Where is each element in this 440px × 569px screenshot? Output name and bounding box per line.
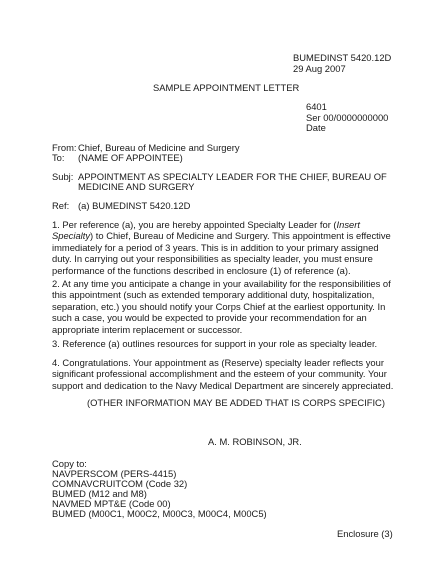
paragraph-1-pre: 1. Per reference (a), you are hereby appointed Specialty Leader for ( [52, 219, 337, 230]
from-value: Chief, Bureau of Medicine and Surgery [78, 142, 240, 153]
reference-label: Ref: [52, 200, 70, 211]
paragraph-3: 3. Reference (a) outlines resources for support in your role as specialty leader. [52, 338, 378, 349]
paragraph-2: 2. At any time you anticipate a change in your availability for the responsibilities of this appointment (such as extended temporary additional duty, hospitalization, separation, etc.) you should notify your Corps Chief at the earliest opportunity. In such a case, you would be expected to provide your recommendation for an appropriate interim replacement or successor. [52, 278, 391, 335]
other-information-note: (OTHER INFORMATION MAY BE ADDED THAT IS CORPS SPECIFIC) [87, 397, 385, 408]
subject-line-2: MEDICINE AND SURGERY [78, 181, 195, 192]
copy-to-label: Copy to: [52, 458, 87, 469]
copy-to-item: BUMED (M12 and M8) [52, 488, 147, 499]
copy-to-item: BUMED (M00C1, M00C2, M00C3, M00C4, M00C5) [52, 508, 267, 519]
reference-value: (a) BUMEDINST 5420.12D [78, 200, 191, 211]
paragraph-1-post: ) to Chief, Bureau of Medicine and Surgery. This appointment is effective immediately for a period of 3 years. This is in addition to your primary assigned duty. In carrying out your responsibilities as specialty leader, you must ensure performance of the functions described in enclosure (1) of reference (a). [52, 230, 391, 276]
paragraph-4: 4. Congratulations. Your appointment as (Reserve) specialty leader reflects your significant professional accomplishment and the esteem of your community. Your support and dedication to the Navy Medical Department are sincerely appreciated. [52, 357, 394, 391]
copy-to-item: COMNAVCRUITCOM (Code 32) [52, 478, 188, 489]
enclosure-label: Enclosure (3) [337, 528, 393, 539]
from-label: From: [52, 142, 77, 153]
copy-to-item: NAVMED MPT&E (Code 00) [52, 498, 171, 509]
letter-title: SAMPLE APPOINTMENT LETTER [153, 82, 300, 93]
instruction-number: BUMEDINST 5420.12D [293, 52, 392, 63]
insert-specialty-placeholder: Insert Specialty [52, 219, 360, 242]
paragraph-1 [52, 219, 397, 276]
subject-line-1: APPOINTMENT AS SPECIALTY LEADER FOR THE CHIEF, BUREAU OF [78, 171, 387, 182]
subject-label: Subj: [52, 171, 74, 182]
copy-to-item: NAVPERSCOM (PERS-4415) [52, 468, 177, 479]
signature-block: A. M. ROBINSON, JR. [208, 436, 302, 447]
serial-number: Ser 00/0000000000 [306, 112, 389, 123]
file-date: Date [306, 122, 326, 133]
header-date: 29 Aug 2007 [293, 63, 346, 74]
to-value: (NAME OF APPOINTEE) [78, 152, 183, 163]
to-label: To: [52, 152, 65, 163]
ssic-code: 6401 [306, 101, 327, 112]
